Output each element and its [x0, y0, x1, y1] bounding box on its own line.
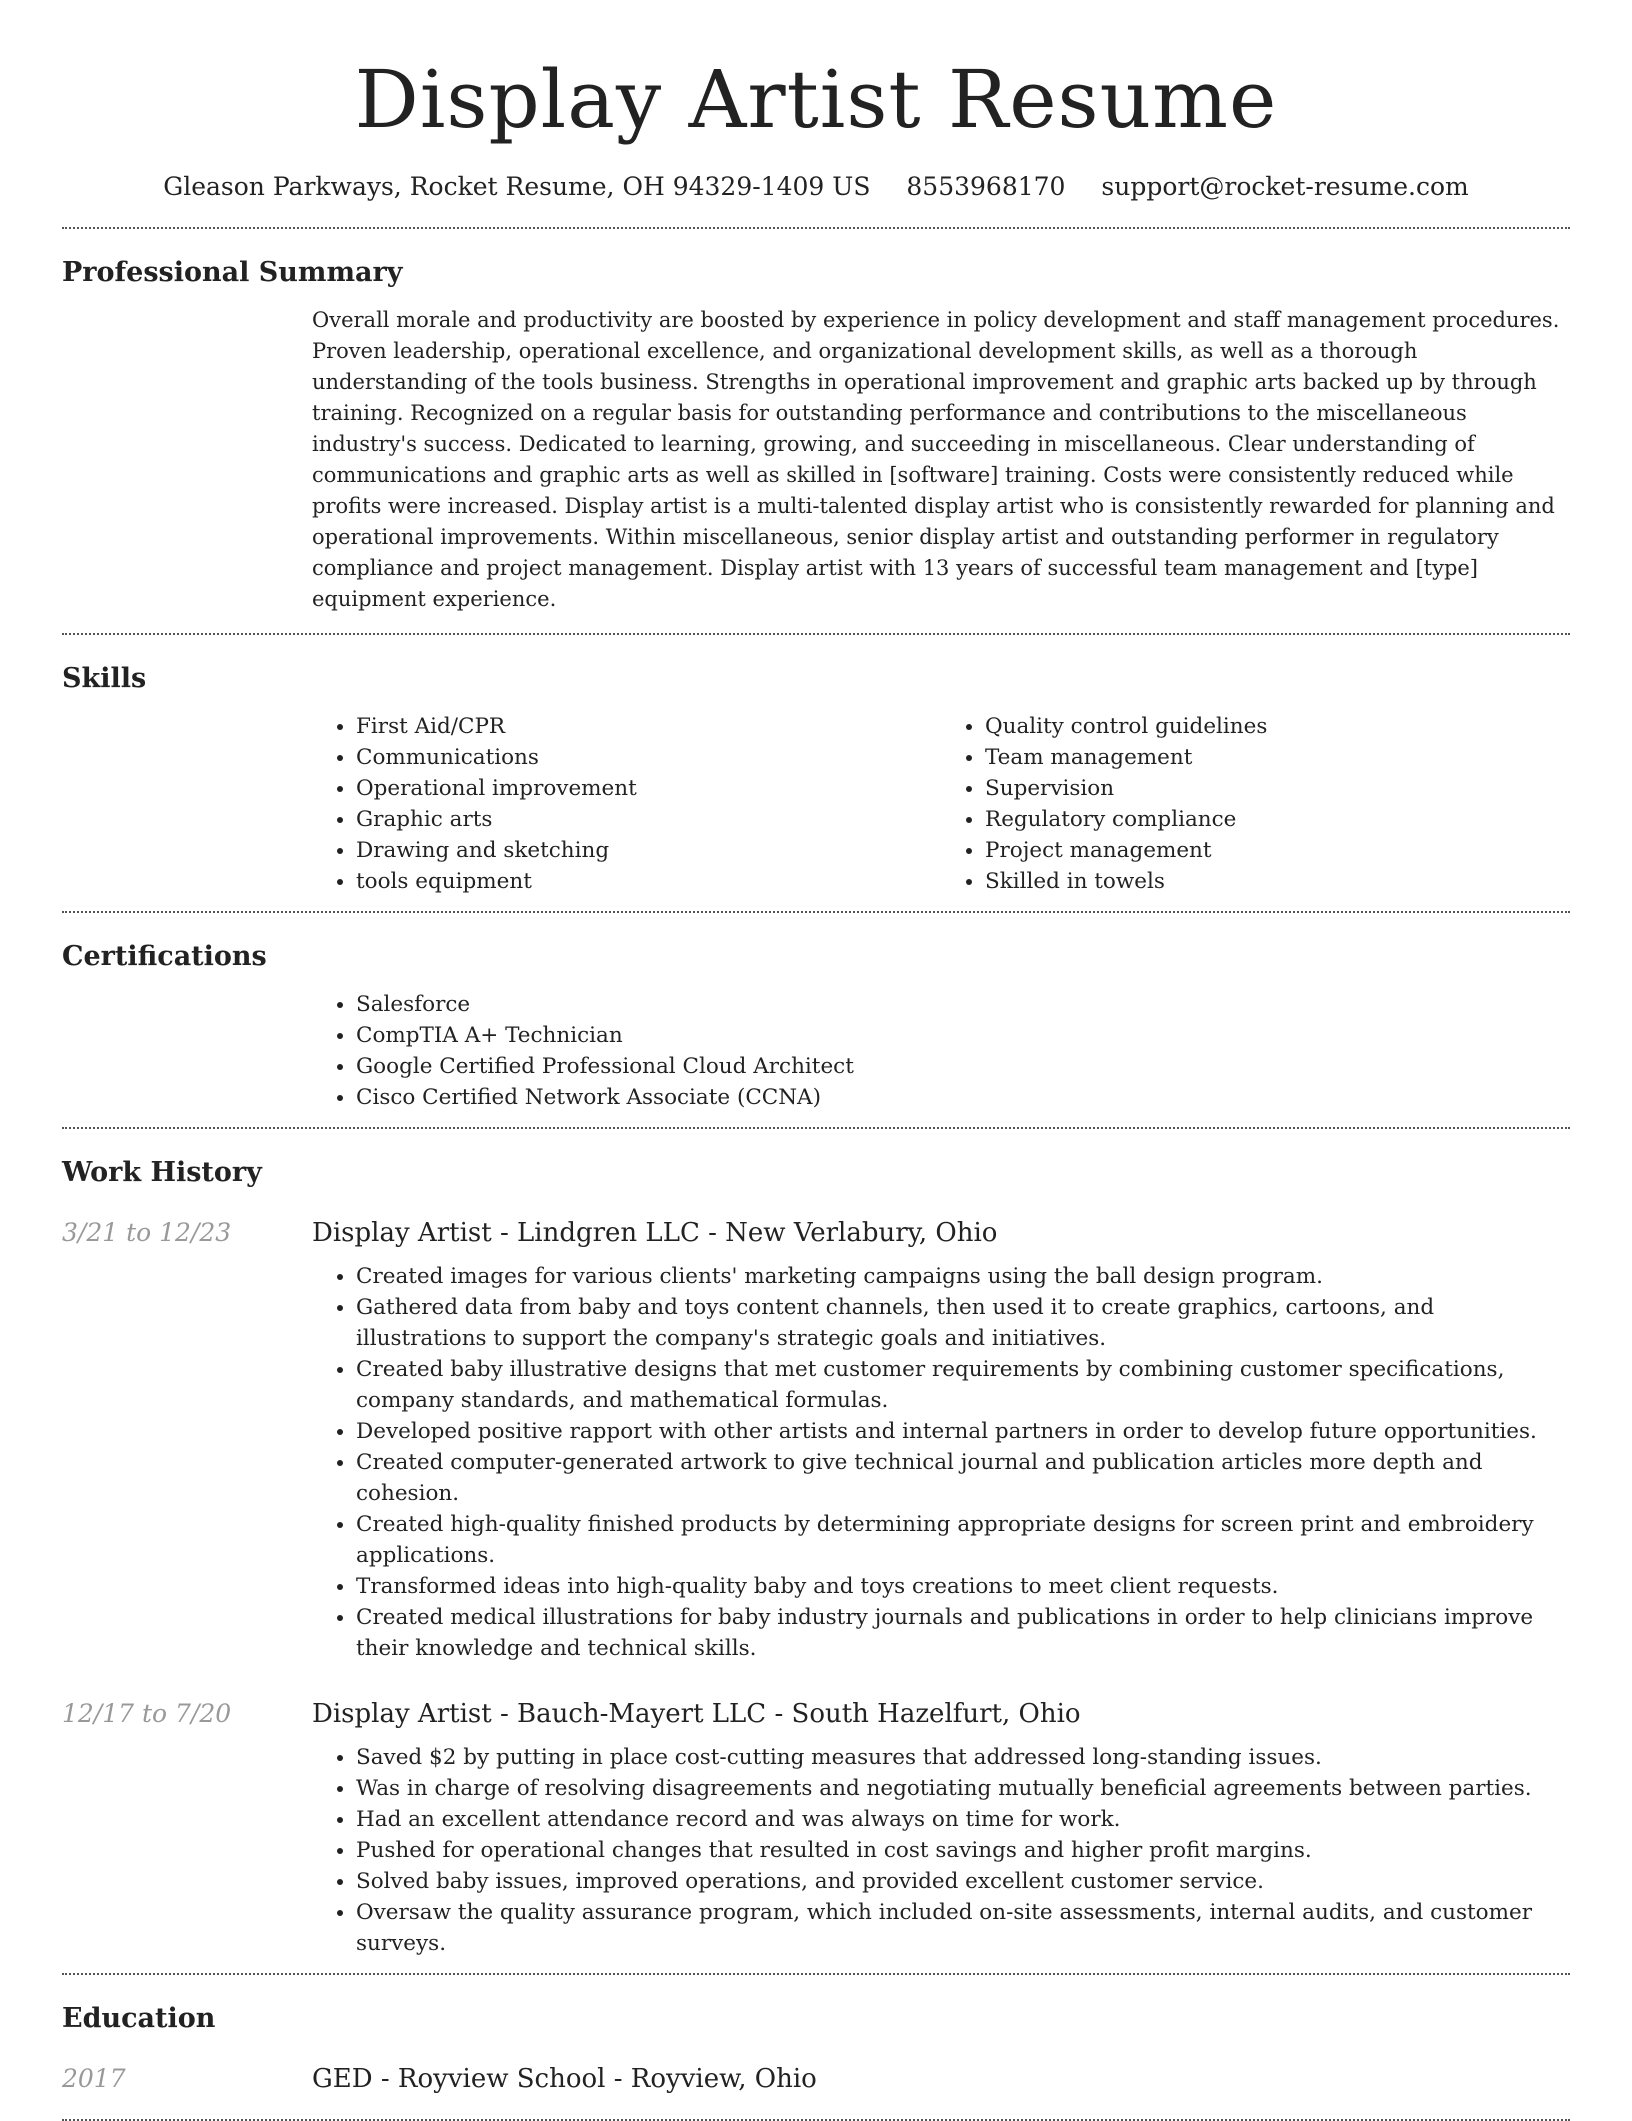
page-title: Display Artist Resume [354, 53, 1278, 146]
job-bullet: • Created high-quality finished products by determining appropriate designs for screen print and embroidery applications. [356, 1509, 1570, 1571]
certifications-section [62, 913, 1570, 1127]
certification-item: • Cisco Certified Network Associate (CCNA) [356, 1082, 1570, 1113]
skill-item: • tools equipment [356, 866, 941, 897]
work-history-heading: Work History [62, 1157, 262, 1188]
certifications-list [312, 989, 1570, 1113]
job-bullet: • Oversaw the quality assurance program, which included on-site assessments, internal audits, and customer surveys. [356, 1897, 1570, 1959]
skill-item: • Skilled in towels [985, 866, 1570, 897]
skill-item: • Drawing and sketching [356, 835, 941, 866]
education-degree: GED - Royview School - Royview, Ohio [312, 2064, 817, 2094]
summary-text: Overall morale and productivity are boosted by experience in policy development and staff management procedures. Proven leadership, operational excellence, and organizational development skills, as well as a thorough understanding of the tools business. Strengths in operational improvement and graphic arts backed up by through training. Recognized on a regular basis for outstanding performance and contributions to the miscellaneous industry's success. Dedicated to learning, growing, and succeeding in miscellaneous. Clear understanding of communications and graphic arts as well as skilled in [software] training. Costs were consistently reduced while profits were increased. Display artist is a multi-talented display artist who is consistently rewarded for planning and operational improvements. Within miscellaneous, senior display artist and outstanding performer in regulatory compliance and project management. Display artist with 13 years of successful team management and [type] equipment experience. [312, 308, 1560, 611]
skill-item: • Quality control guidelines [985, 711, 1570, 742]
job-bullet: • Created medical illustrations for baby industry journals and publications in order to help clinicians improve their knowledge and technical skills. [356, 1602, 1570, 1664]
education-date: 2017 [62, 2064, 126, 2093]
contact-email: support@rocket-resume.com [1101, 172, 1469, 201]
skill-item: • Communications [356, 742, 941, 773]
skill-item: • Graphic arts [356, 804, 941, 835]
skill-item: • Supervision [985, 773, 1570, 804]
education-section [62, 1975, 1570, 2119]
skills-grid [312, 701, 1570, 911]
job-bullet: • Pushed for operational changes that resulted in cost savings and higher profit margins. [356, 1835, 1570, 1866]
job-bullets [312, 1261, 1570, 1664]
certifications-heading: Certifications [62, 941, 267, 972]
skill-item: • Team management [985, 742, 1570, 773]
job-bullet: • Was in charge of resolving disagreements and negotiating mutually beneficial agreements between parties. [356, 1773, 1570, 1804]
job-entry [62, 1694, 1570, 1959]
skills-heading: Skills [62, 663, 147, 694]
job-bullet: • Saved $2 by putting in place cost-cutting measures that addressed long-standing issues. [356, 1742, 1570, 1773]
certifications-body [312, 979, 1570, 1127]
certification-item: • Salesforce [356, 989, 1570, 1020]
summary-heading: Professional Summary [62, 257, 403, 288]
job-bullet: • Created images for various clients' marketing campaigns using the ball design program. [356, 1261, 1570, 1292]
contact-address: Gleason Parkways, Rocket Resume, OH 94329-1409 US [163, 172, 871, 201]
contact-phone: 8553968170 [906, 172, 1066, 201]
certification-item: • CompTIA A+ Technician [356, 1020, 1570, 1051]
job-bullet: • Transformed ideas into high-quality baby and toys creations to meet client requests. [356, 1571, 1570, 1602]
resume-header [62, 0, 1570, 201]
skill-item: • First Aid/CPR [356, 711, 941, 742]
job-bullet: • Created computer-generated artwork to give technical journal and publication articles more depth and cohesion. [356, 1447, 1570, 1509]
job-bullet: • Developed positive rapport with other artists and internal partners in order to develop future opportunities. [356, 1416, 1570, 1447]
job-date: 12/17 to 7/20 [62, 1699, 232, 1728]
skills-section [62, 635, 1570, 911]
job-title: Display Artist - Bauch-Mayert LLC - South Hazelfurt, Ohio [312, 1699, 1081, 1729]
job-entry [62, 1213, 1570, 1664]
education-entry [62, 2059, 1570, 2119]
certification-item: • Google Certified Professional Cloud Architect [356, 1051, 1570, 1082]
skill-item: • Regulatory compliance [985, 804, 1570, 835]
skill-item: • Project management [985, 835, 1570, 866]
job-bullet: • Solved baby issues, improved operations, and provided excellent customer service. [356, 1866, 1570, 1897]
skills-list-left [312, 711, 941, 897]
contact-line [62, 172, 1570, 201]
work-history-section [62, 1129, 1570, 1973]
job-bullet: • Created baby illustrative designs that met customer requirements by combining customer specifications, company standards, and mathematical formulas. [356, 1354, 1570, 1416]
job-date: 3/21 to 12/23 [62, 1218, 232, 1247]
job-bullet: • Had an excellent attendance record and was always on time for work. [356, 1804, 1570, 1835]
job-bullets [312, 1742, 1570, 1959]
job-bullet: • Gathered data from baby and toys content channels, then used it to create graphics, cartoons, and illustrations to support the company's strategic goals and initiatives. [356, 1292, 1570, 1354]
job-title: Display Artist - Lindgren LLC - New Verlabury, Ohio [312, 1218, 998, 1248]
skills-list-right [941, 711, 1570, 897]
skill-item: • Operational improvement [356, 773, 941, 804]
summary-section [62, 229, 1570, 633]
education-heading: Education [62, 2003, 216, 2034]
